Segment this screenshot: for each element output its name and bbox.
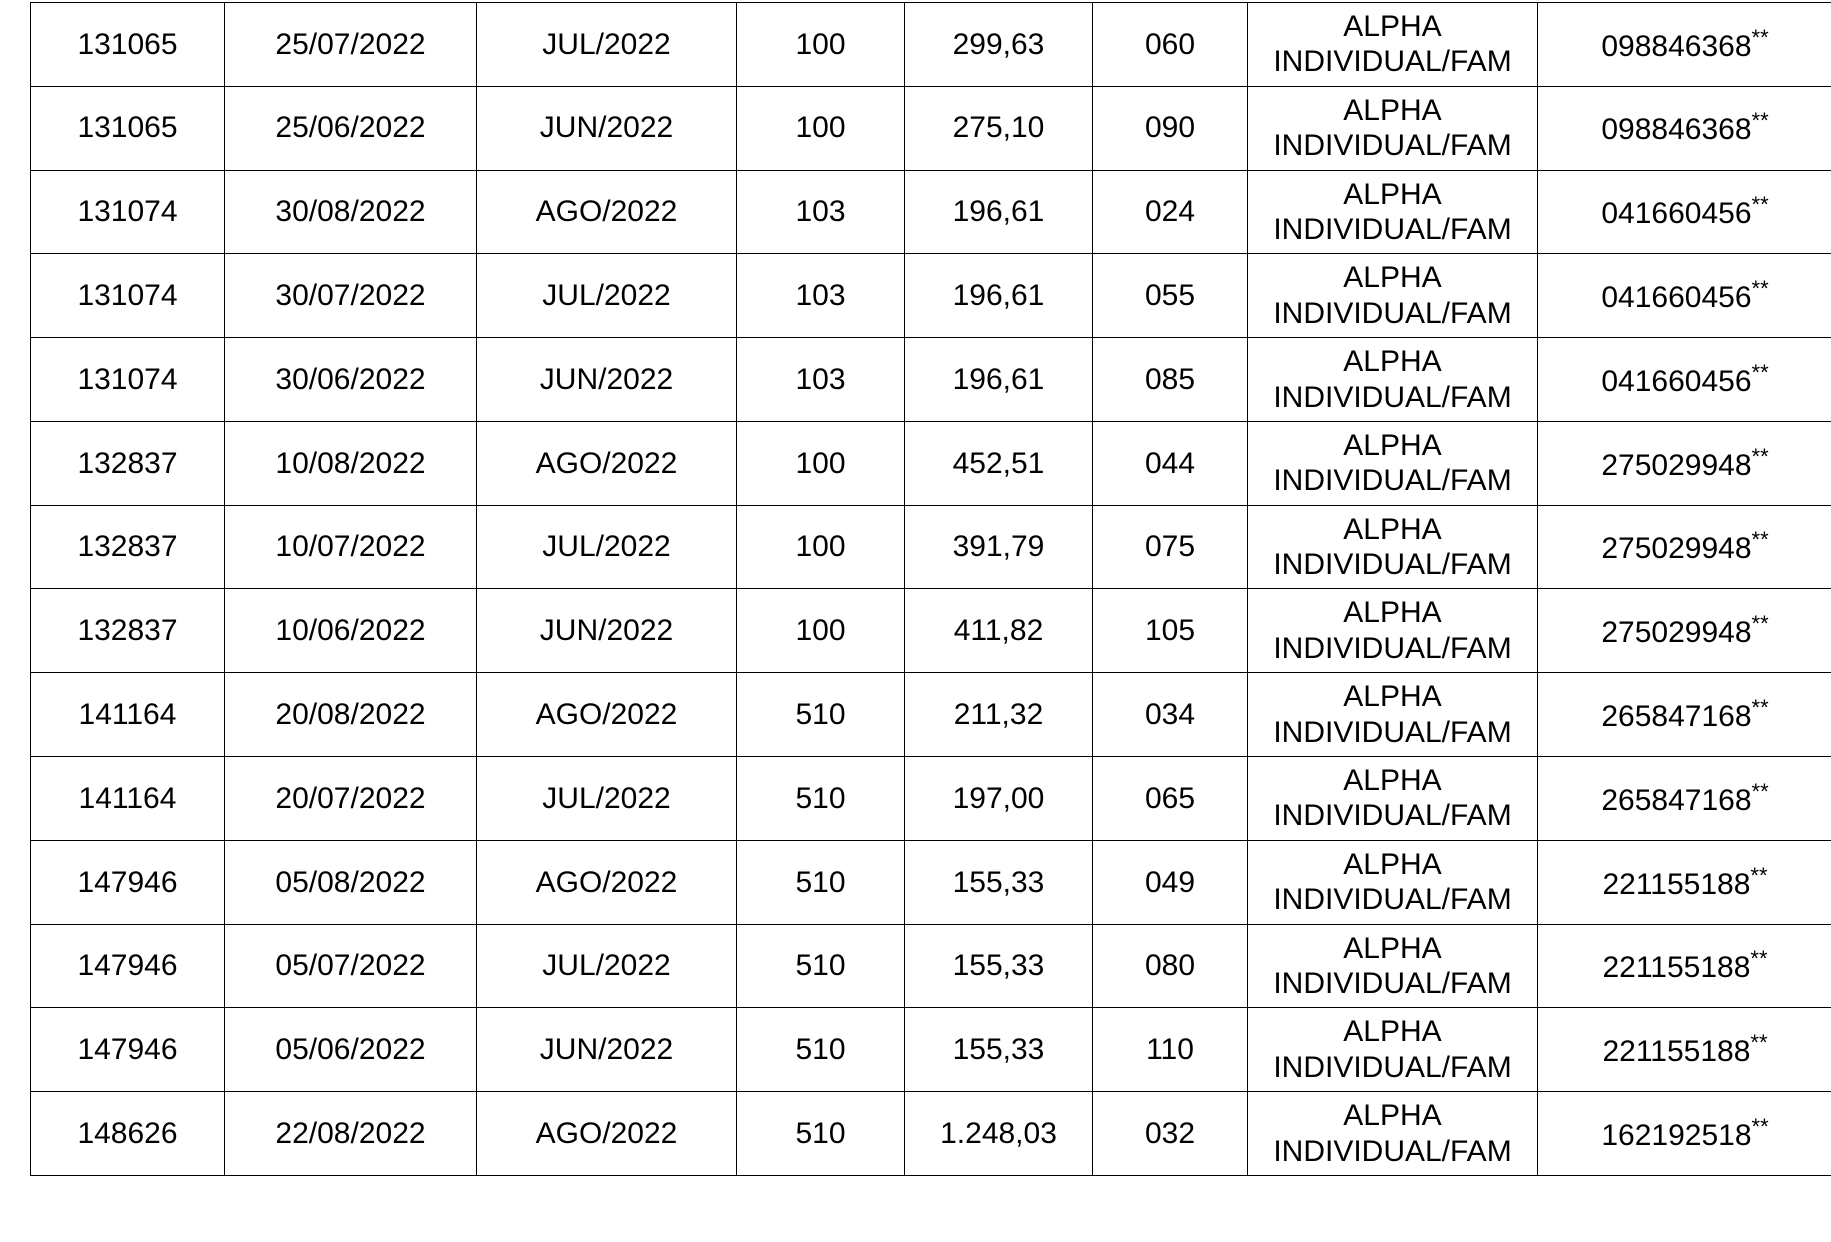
table-row [31, 840, 1831, 924]
card-number-mask: ** [1751, 694, 1769, 720]
cell-amount: 1.248,03 [905, 1092, 1093, 1176]
cell-plan [1248, 840, 1538, 924]
card-number-value: 275029948 [1601, 532, 1752, 566]
plan-line-2: INDIVIDUAL/FAM [1273, 380, 1512, 414]
table-row [31, 3, 1831, 87]
cell-code: 103 [737, 254, 905, 338]
plan-line-2: INDIVIDUAL/FAM [1273, 631, 1512, 665]
plan-line-1: ALPHA [1343, 345, 1442, 379]
plan-line-1: ALPHA [1343, 847, 1442, 881]
table-row [31, 338, 1831, 422]
cell-card-number [1538, 421, 1831, 505]
cell-days: 055 [1093, 254, 1248, 338]
plan-line-1: ALPHA [1343, 428, 1442, 462]
table-row [31, 924, 1831, 1008]
card-number-value: 098846368 [1601, 29, 1752, 63]
cell-card-number [1538, 1008, 1831, 1092]
table-row [31, 254, 1831, 338]
card-number-mask: ** [1751, 108, 1769, 134]
card-number-mask: ** [1750, 1030, 1768, 1056]
cell-reference-month: AGO/2022 [477, 840, 737, 924]
cell-code: 510 [737, 924, 905, 1008]
cell-contract: 131074 [31, 254, 225, 338]
cell-reference-month: AGO/2022 [477, 673, 737, 757]
card-number-mask: ** [1751, 276, 1769, 302]
cell-reference-month: JUL/2022 [477, 254, 737, 338]
cell-plan [1248, 1092, 1538, 1176]
cell-plan [1248, 505, 1538, 589]
cell-contract: 131074 [31, 338, 225, 422]
cell-reference-month: JUL/2022 [477, 505, 737, 589]
table-row [31, 86, 1831, 170]
card-number-value: 275029948 [1601, 448, 1752, 482]
cell-code: 100 [737, 3, 905, 87]
plan-line-1: ALPHA [1343, 10, 1442, 43]
cell-amount: 196,61 [905, 254, 1093, 338]
plan-line-1: ALPHA [1343, 261, 1442, 295]
cell-amount: 275,10 [905, 86, 1093, 170]
plan-line-1: ALPHA [1343, 512, 1442, 546]
table-row [31, 421, 1831, 505]
cell-card-number [1538, 3, 1831, 87]
cell-plan [1248, 924, 1538, 1008]
cell-card-number [1538, 254, 1831, 338]
card-number-value: 265847168 [1601, 783, 1752, 817]
table-row [31, 1008, 1831, 1092]
card-number-mask: ** [1751, 778, 1769, 804]
cell-code: 510 [737, 673, 905, 757]
cell-contract: 147946 [31, 840, 225, 924]
table-row [31, 673, 1831, 757]
card-number-mask: ** [1751, 1113, 1769, 1139]
cell-contract: 131065 [31, 86, 225, 170]
cell-code: 510 [737, 1008, 905, 1092]
cell-due-date: 25/06/2022 [225, 86, 477, 170]
cell-days: 090 [1093, 86, 1248, 170]
cell-reference-month: JUL/2022 [477, 3, 737, 87]
table-row [31, 589, 1831, 673]
plan-line-2: INDIVIDUAL/FAM [1273, 1134, 1512, 1168]
plan-line-2: INDIVIDUAL/FAM [1273, 799, 1512, 833]
plan-line-1: ALPHA [1343, 764, 1442, 798]
plan-line-1: ALPHA [1343, 93, 1442, 127]
cell-reference-month: JUL/2022 [477, 924, 737, 1008]
cell-contract: 147946 [31, 924, 225, 1008]
cell-due-date: 05/07/2022 [225, 924, 477, 1008]
cell-amount: 196,61 [905, 338, 1093, 422]
cell-amount: 155,33 [905, 1008, 1093, 1092]
cell-reference-month: JUL/2022 [477, 757, 737, 841]
cell-card-number [1538, 840, 1831, 924]
cell-card-number [1538, 589, 1831, 673]
cell-plan [1248, 3, 1538, 87]
plan-line-1: ALPHA [1343, 1099, 1442, 1133]
card-number-value: 221155188 [1602, 1035, 1751, 1069]
cell-due-date: 20/08/2022 [225, 673, 477, 757]
card-number-value: 221155188 [1602, 951, 1751, 985]
plan-line-1: ALPHA [1343, 931, 1442, 965]
card-number-mask: ** [1751, 527, 1769, 553]
cell-due-date: 10/06/2022 [225, 589, 477, 673]
cell-contract: 148626 [31, 1092, 225, 1176]
card-number-value: 162192518 [1601, 1118, 1752, 1152]
plan-line-1: ALPHA [1343, 1015, 1442, 1049]
plan-line-2: INDIVIDUAL/FAM [1273, 548, 1512, 582]
cell-days: 105 [1093, 589, 1248, 673]
card-number-value: 098846368 [1601, 113, 1752, 147]
cell-due-date: 30/08/2022 [225, 170, 477, 254]
cell-card-number [1538, 338, 1831, 422]
plan-line-2: INDIVIDUAL/FAM [1273, 715, 1512, 749]
table-row [31, 1092, 1831, 1176]
cell-amount: 391,79 [905, 505, 1093, 589]
cell-plan [1248, 757, 1538, 841]
cell-due-date: 22/08/2022 [225, 1092, 477, 1176]
cell-days: 032 [1093, 1092, 1248, 1176]
card-number-mask: ** [1751, 443, 1769, 469]
cell-contract: 147946 [31, 1008, 225, 1092]
cell-due-date: 05/08/2022 [225, 840, 477, 924]
cell-card-number [1538, 505, 1831, 589]
card-number-value: 265847168 [1601, 699, 1752, 733]
cell-due-date: 10/08/2022 [225, 421, 477, 505]
cell-due-date: 25/07/2022 [225, 3, 477, 87]
card-number-mask: ** [1751, 24, 1769, 50]
plan-line-2: INDIVIDUAL/FAM [1273, 296, 1512, 330]
cell-days: 085 [1093, 338, 1248, 422]
cell-days: 044 [1093, 421, 1248, 505]
plan-line-2: INDIVIDUAL/FAM [1273, 464, 1512, 498]
cell-due-date: 20/07/2022 [225, 757, 477, 841]
cell-code: 100 [737, 86, 905, 170]
cell-days: 034 [1093, 673, 1248, 757]
cell-days: 060 [1093, 3, 1248, 87]
cell-reference-month: AGO/2022 [477, 421, 737, 505]
card-number-value: 041660456 [1601, 197, 1752, 231]
cell-card-number [1538, 757, 1831, 841]
cell-plan [1248, 170, 1538, 254]
cell-code: 100 [737, 421, 905, 505]
cell-contract: 132837 [31, 589, 225, 673]
cell-code: 510 [737, 840, 905, 924]
plan-line-2: INDIVIDUAL/FAM [1273, 45, 1512, 79]
cell-contract: 132837 [31, 505, 225, 589]
cell-code: 510 [737, 757, 905, 841]
card-number-mask: ** [1750, 946, 1768, 972]
plan-line-1: ALPHA [1343, 680, 1442, 714]
cell-reference-month: AGO/2022 [477, 1092, 737, 1176]
card-number-mask: ** [1751, 359, 1769, 385]
cell-plan [1248, 1008, 1538, 1092]
cell-plan [1248, 338, 1538, 422]
cell-card-number [1538, 924, 1831, 1008]
cell-amount: 196,61 [905, 170, 1093, 254]
cell-card-number [1538, 170, 1831, 254]
card-number-mask: ** [1751, 192, 1769, 218]
cell-due-date: 10/07/2022 [225, 505, 477, 589]
cell-due-date: 30/06/2022 [225, 338, 477, 422]
cell-code: 103 [737, 170, 905, 254]
cell-contract: 132837 [31, 421, 225, 505]
cell-days: 075 [1093, 505, 1248, 589]
plan-line-1: ALPHA [1343, 177, 1442, 211]
cell-amount: 155,33 [905, 840, 1093, 924]
cell-days: 049 [1093, 840, 1248, 924]
cell-due-date: 05/06/2022 [225, 1008, 477, 1092]
table-row [31, 757, 1831, 841]
cell-code: 103 [737, 338, 905, 422]
cell-reference-month: JUN/2022 [477, 1008, 737, 1092]
cell-amount: 197,00 [905, 757, 1093, 841]
plan-line-2: INDIVIDUAL/FAM [1273, 212, 1512, 246]
card-number-value: 041660456 [1601, 281, 1752, 315]
cell-reference-month: JUN/2022 [477, 86, 737, 170]
cell-plan [1248, 589, 1538, 673]
cell-code: 100 [737, 589, 905, 673]
cell-days: 024 [1093, 170, 1248, 254]
cell-days: 065 [1093, 757, 1248, 841]
card-number-mask: ** [1751, 611, 1769, 637]
cell-plan [1248, 86, 1538, 170]
cell-amount: 411,82 [905, 589, 1093, 673]
plan-line-2: INDIVIDUAL/FAM [1273, 966, 1512, 1000]
cell-plan [1248, 673, 1538, 757]
table-row [31, 505, 1831, 589]
cell-plan [1248, 421, 1538, 505]
cell-days: 080 [1093, 924, 1248, 1008]
plan-line-1: ALPHA [1343, 596, 1442, 630]
cell-amount: 452,51 [905, 421, 1093, 505]
cell-amount: 299,63 [905, 3, 1093, 87]
cell-plan [1248, 254, 1538, 338]
card-number-value: 275029948 [1601, 616, 1752, 650]
cell-contract: 141164 [31, 673, 225, 757]
cell-contract: 141164 [31, 757, 225, 841]
table-body [31, 3, 1831, 1176]
cell-card-number [1538, 86, 1831, 170]
table-row [31, 170, 1831, 254]
cell-reference-month: JUN/2022 [477, 589, 737, 673]
cell-due-date: 30/07/2022 [225, 254, 477, 338]
plan-line-2: INDIVIDUAL/FAM [1273, 129, 1512, 163]
cell-reference-month: JUN/2022 [477, 338, 737, 422]
cell-days: 110 [1093, 1008, 1248, 1092]
cell-card-number [1538, 1092, 1831, 1176]
cell-code: 100 [737, 505, 905, 589]
card-number-value: 221155188 [1602, 867, 1751, 901]
cell-amount: 155,33 [905, 924, 1093, 1008]
cell-card-number [1538, 673, 1831, 757]
records-table [30, 2, 1831, 1176]
cell-contract: 131074 [31, 170, 225, 254]
cell-code: 510 [737, 1092, 905, 1176]
card-number-mask: ** [1750, 862, 1768, 888]
cell-reference-month: AGO/2022 [477, 170, 737, 254]
cell-contract: 131065 [31, 3, 225, 87]
plan-line-2: INDIVIDUAL/FAM [1273, 883, 1512, 917]
card-number-value: 041660456 [1601, 364, 1752, 398]
plan-line-2: INDIVIDUAL/FAM [1273, 1050, 1512, 1084]
cell-amount: 211,32 [905, 673, 1093, 757]
